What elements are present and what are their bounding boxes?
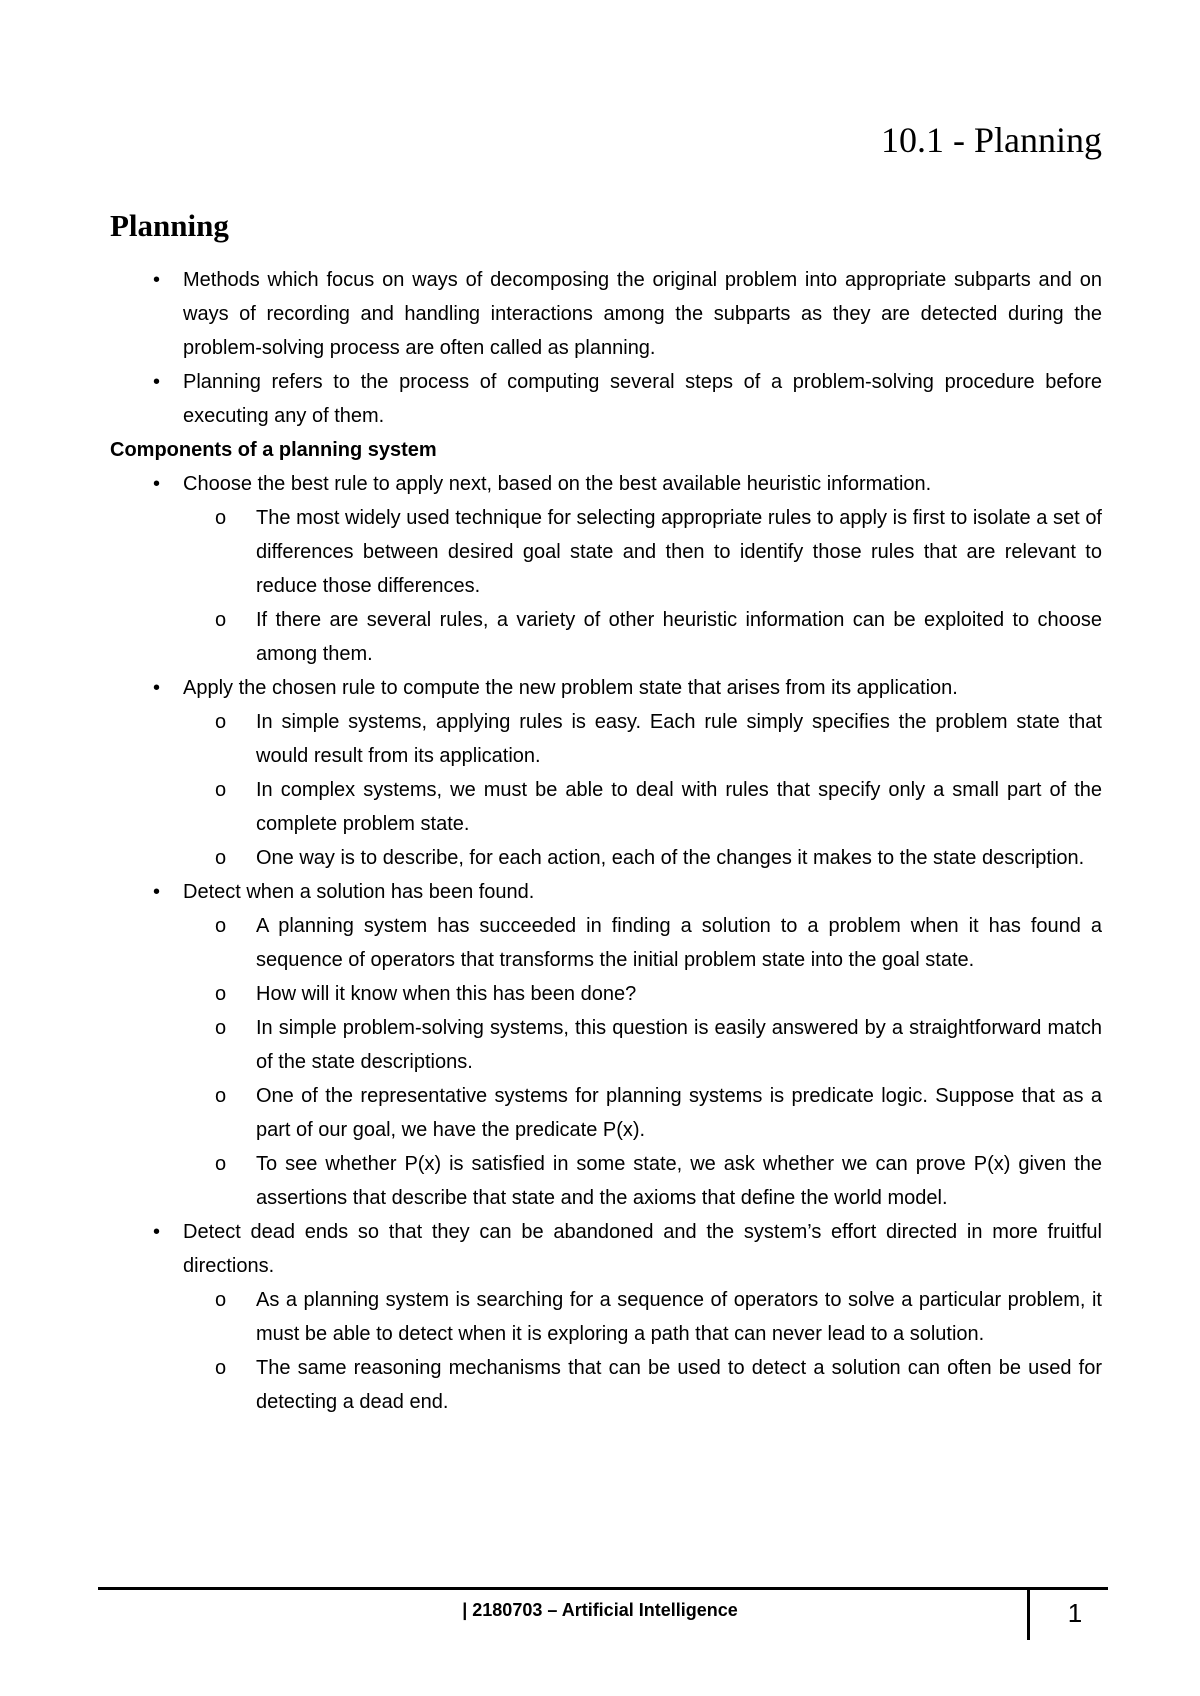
component-item bbox=[110, 1215, 1102, 1419]
component-subitems bbox=[183, 1283, 1102, 1419]
component-subitem: o The same reasoning mechanisms that can be used to detect a solution can often be used for detecting a dead end. bbox=[183, 1351, 1102, 1419]
component-text: Choose the best rule to apply next, based on the best available heuristic information. bbox=[183, 473, 932, 495]
page-number: 1 bbox=[1067, 1598, 1083, 1628]
component-subitem: o The most widely used technique for selecting appropriate rules to apply is first to isolate a set of differences between desired goal state and then to identify those rules that are relevant to reduce those differences. bbox=[183, 501, 1102, 603]
component-item bbox=[110, 467, 1102, 671]
component-subitem: o If there are several rules, a variety of other heuristic information can be exploited to choose among them. bbox=[183, 603, 1102, 671]
component-subitem: o A planning system has succeeded in finding a solution to a problem when it has found a sequence of operators that transforms the initial problem state into the goal state. bbox=[183, 909, 1102, 977]
intro-bullet: • Planning refers to the process of computing several steps of a problem-solving procedure before executing any of them. bbox=[110, 365, 1102, 433]
component-subitems bbox=[183, 705, 1102, 875]
footer-course: | 2180703 – Artificial Intelligence bbox=[462, 1600, 738, 1620]
component-subitem: o One way is to describe, for each action, each of the changes it makes to the state description. bbox=[183, 841, 1102, 875]
component-subitems bbox=[183, 501, 1102, 671]
components-heading: Components of a planning system bbox=[110, 439, 437, 461]
component-subitem: o In complex systems, we must be able to deal with rules that specify only a small part of the complete problem state. bbox=[183, 773, 1102, 841]
component-text: Detect dead ends so that they can be abandoned and the system’s effort directed in more fruitful directions. bbox=[183, 1221, 1102, 1277]
component-text: Apply the chosen rule to compute the new problem state that arises from its application. bbox=[183, 677, 958, 699]
component-subitem: o To see whether P(x) is satisfied in some state, we ask whether we can prove P(x) given the assertions that describe that state and the axioms that define the world model. bbox=[183, 1147, 1102, 1215]
footer-rule bbox=[98, 1587, 1108, 1590]
component-subitems bbox=[183, 909, 1102, 1215]
section-title: Planning bbox=[110, 208, 229, 243]
component-subitem: o In simple systems, applying rules is easy. Each rule simply specifies the problem state that would result from its application. bbox=[183, 705, 1102, 773]
component-subitem: o One of the representative systems for planning systems is predicate logic. Suppose that as a part of our goal, we have the predicate P(x). bbox=[183, 1079, 1102, 1147]
document-body bbox=[110, 263, 1102, 1419]
footer-divider bbox=[1027, 1588, 1030, 1640]
component-item bbox=[110, 671, 1102, 875]
component-subitem: o In simple problem-solving systems, this question is easily answered by a straightforward match of the state descriptions. bbox=[183, 1011, 1102, 1079]
component-subitem: o As a planning system is searching for a sequence of operators to solve a particular problem, it must be able to detect when it is exploring a path that can never lead to a solution. bbox=[183, 1283, 1102, 1351]
components-list bbox=[110, 467, 1102, 1419]
intro-bullet: • Methods which focus on ways of decomposing the original problem into appropriate subparts and on ways of recording and handling interactions among the subparts as they are detected during the problem-solving process are often called as planning. bbox=[110, 263, 1102, 365]
component-text: Detect when a solution has been found. bbox=[183, 881, 535, 903]
component-subitem: o How will it know when this has been done? bbox=[183, 977, 1102, 1011]
intro-bullet-list bbox=[110, 263, 1102, 433]
component-item bbox=[110, 875, 1102, 1215]
chapter-title: 10.1 - Planning bbox=[881, 120, 1102, 160]
